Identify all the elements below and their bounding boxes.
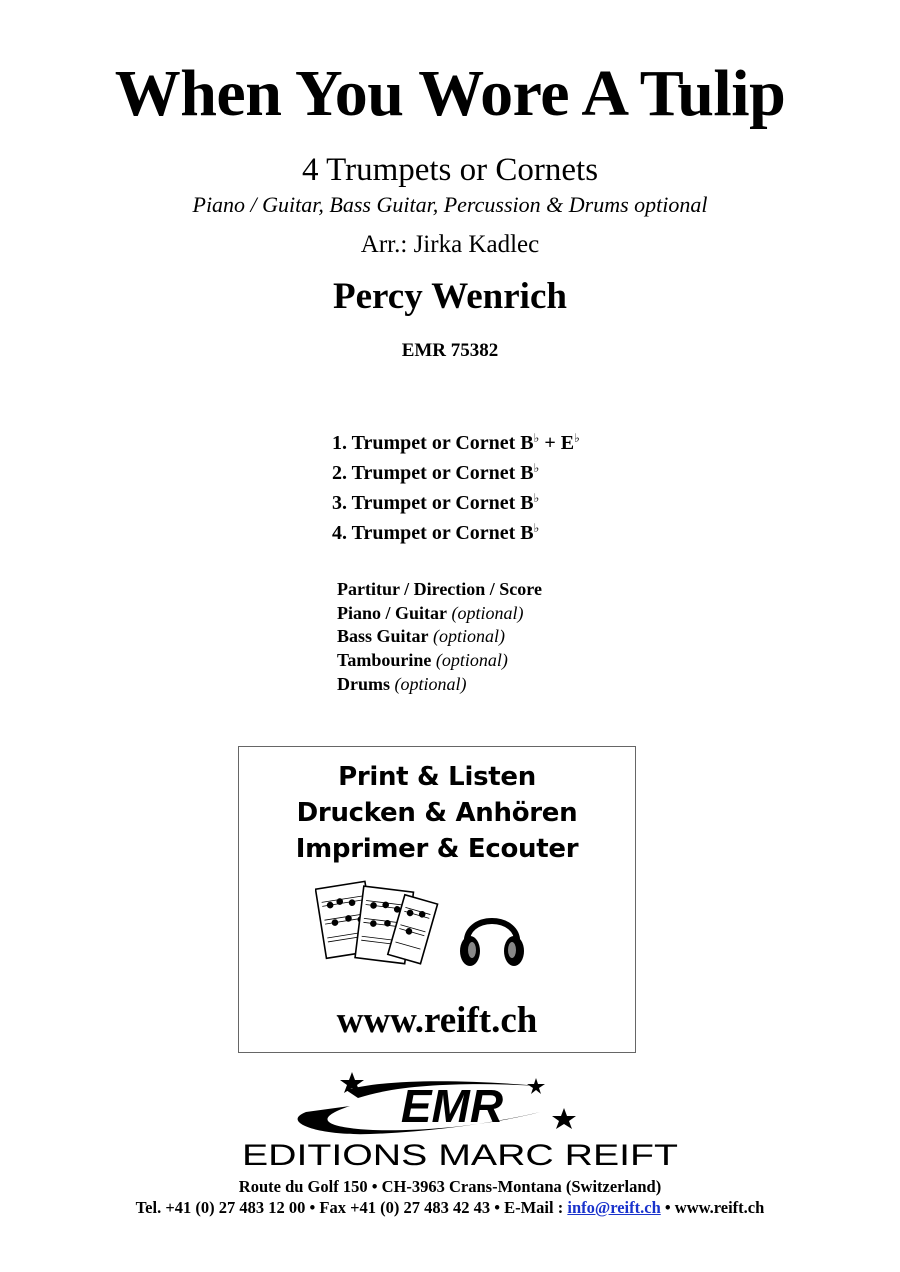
part-label: 2. Trumpet or Cornet B — [332, 462, 534, 484]
part-item — [332, 432, 580, 462]
extra-item — [337, 673, 542, 697]
flat-sign: ♭ — [533, 491, 540, 505]
part-label-extra: + E — [539, 432, 575, 454]
logo-name: EDITIONS MARC REIFT — [242, 1139, 678, 1172]
promo-line-german: Drucken & Anhören — [296, 798, 578, 828]
sheet-music-icon — [315, 877, 439, 973]
part-label: 1. Trumpet or Cornet B — [332, 432, 534, 454]
arranger-credit: Arr.: Jirka Kadlec — [360, 231, 540, 258]
additional-parts-list — [337, 578, 542, 696]
star-icon — [527, 1078, 545, 1094]
extra-name: Tambourine — [337, 650, 432, 671]
extra-item — [337, 602, 542, 626]
extra-note: (optional) — [435, 650, 508, 671]
optional-instruments-note: Piano / Guitar, Bass Guitar, Percussion & Drums optional — [192, 192, 708, 217]
publisher-address: Route du Golf 150 • CH-3963 Crans-Montana (Switzerland) — [238, 1177, 662, 1196]
extra-item — [337, 578, 542, 602]
catalog-number: EMR 75382 — [401, 340, 499, 361]
promo-line-french: Imprimer & Ecouter — [295, 834, 579, 864]
flat-sign: ♭ — [533, 521, 540, 535]
extra-name: Piano / Guitar — [337, 602, 448, 623]
emr-logo — [240, 1072, 680, 1172]
headphones-icon — [457, 897, 527, 973]
publisher-contact — [0, 1199, 900, 1217]
part-label: 3. Trumpet or Cornet B — [332, 492, 534, 514]
part-item — [332, 522, 580, 552]
composer-name: Percy Wenrich — [333, 276, 567, 317]
extra-name: Bass Guitar — [337, 626, 429, 647]
extra-item — [337, 625, 542, 649]
extra-item — [337, 649, 542, 673]
star-icon — [552, 1108, 576, 1129]
parts-list — [332, 432, 580, 552]
part-label: 4. Trumpet or Cornet B — [332, 522, 534, 544]
contact-website[interactable]: • www.reift.ch — [660, 1198, 765, 1217]
logo-mark: EMR — [400, 1080, 504, 1132]
print-listen-box — [238, 746, 636, 1053]
email-link[interactable]: info@reift.ch — [567, 1198, 661, 1217]
instrumentation-subtitle: 4 Trumpets or Cornets — [301, 152, 599, 188]
promo-line-english: Print & Listen — [338, 762, 536, 792]
flat-sign: ♭ — [533, 461, 540, 475]
part-item — [332, 492, 580, 522]
flat-sign: ♭ — [533, 431, 540, 445]
extra-note: (optional) — [394, 673, 467, 694]
part-item — [332, 462, 580, 492]
extra-name: Drums — [337, 673, 390, 694]
extra-name: Partitur / Direction / Score — [337, 579, 542, 599]
page-title: When You Wore A Tulip — [114, 57, 786, 130]
contact-phone-fax: Tel. +41 (0) 27 483 12 00 • Fax +41 (0) 27 483 42 43 • E-Mail : — [135, 1198, 568, 1217]
flat-sign: ♭ — [574, 431, 580, 445]
extra-note: (optional) — [451, 602, 524, 623]
website-url[interactable]: www.reift.ch — [336, 1000, 538, 1041]
extra-note: (optional) — [433, 626, 506, 647]
